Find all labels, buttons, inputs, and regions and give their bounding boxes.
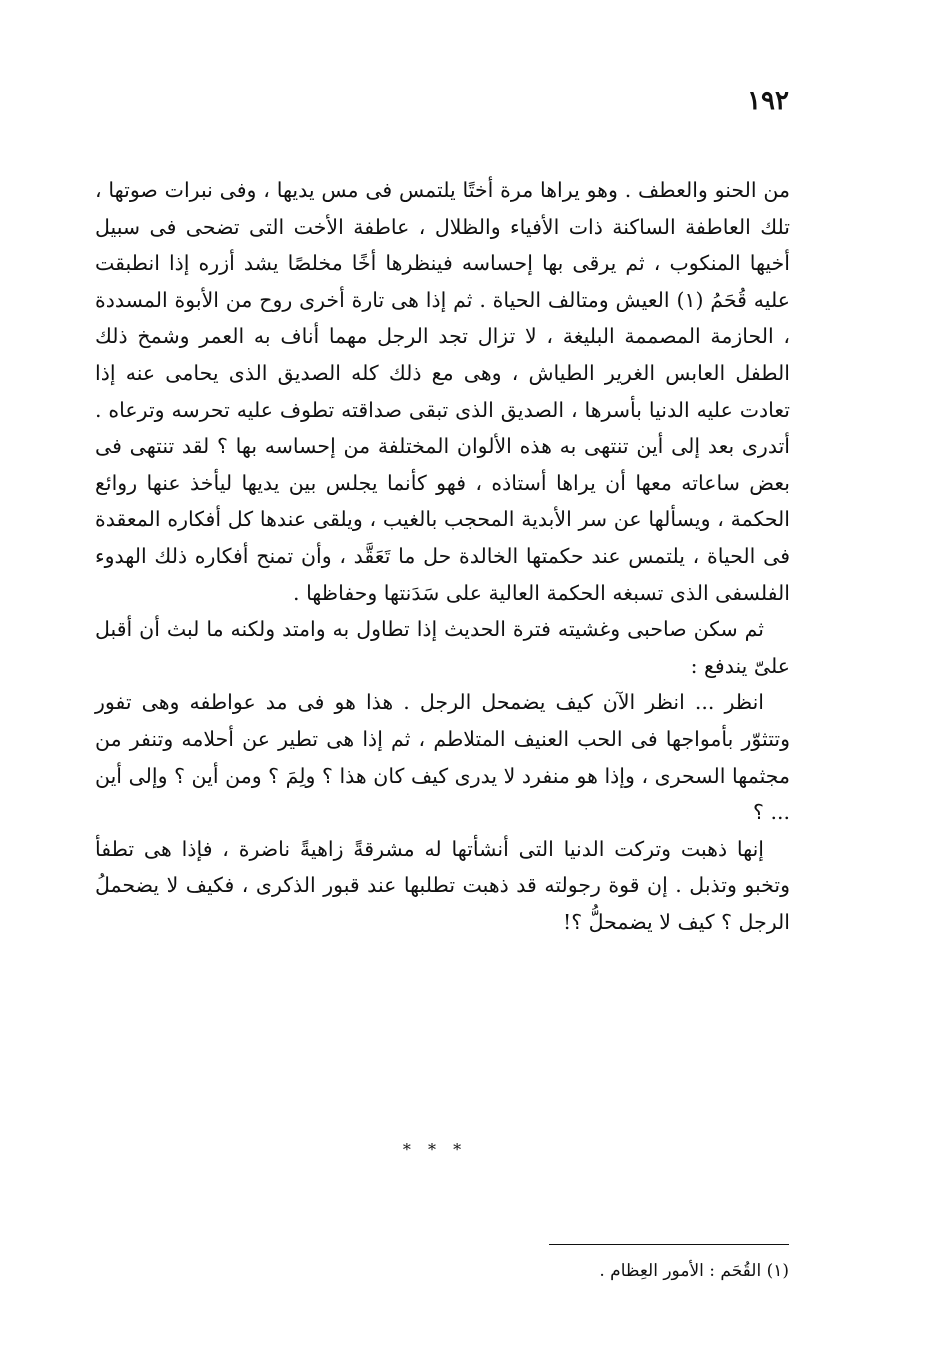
paragraph: إنها ذهبت وتركت الدنيا التى أنشأتها له مشرقةً زاهيةً ناضرة ، فإذا هى تطفأ وتخبو وتذبل . إن قوة رجولته قد ذهبت تطلبها عند قبور الذكرى ، فكيف لا يضحملُ الرجل ؟ كيف لا يضمحلُّ ؟! [95, 836, 790, 934]
paragraph: ثم سكن صاحبى وغشيته فترة الحديث إذا تطاول به وامتد ولكنه ما لبث أن أقبل علىّ يندفع : [95, 617, 790, 678]
paragraph: انظر ... انظر الآن كيف يضمحل الرجل . هذا هو فى مد عواطفه وهى تفور وتتثوّر بأمواجها فى الحب العنيف المتلاطم ، ثم إذا هى تطير عن أحلامه وتنفر من مجثمها السحرى ، وإذا هو منفرد لا يدرى كيف كان هذا ؟ ولِمَ ؟ ومن أين ؟ وإلى أين ... ؟ [95, 690, 790, 825]
footnote-divider [549, 1244, 789, 1245]
main-text-body [95, 172, 790, 940]
section-separator: * * * [402, 1140, 468, 1159]
paragraph: من الحنو والعطف . وهو يراها مرة أختًا يلتمس فى مس يديها ، وفى نبرات صوتها ، تلك العاطفة الساكنة ذات الأفياء والظلال ، عاطفة الأخت التى تضحى فى سبيل أخيها المنكوب ، ثم يرقى بها إحساسه فينظرها أخًا مخلصًا يشد أزره إذا انطبقت عليه قُحَمُ (١) العيش ومتالف الحياة . ثم إذا هى تارة أخرى روح من الأبوة المسددة ، الحازمة المصممة البليغة ، لا تزال تجد الرجل مهما أناف به العمر وشمخ ذلك الطفل العابس الغرير الطياش ، وهى مع ذلك كله الصديق الذى يحامى عنه إذا تعادت عليه الدنيا بأسرها ، الصديق الذى تبقى صداقته تطوف عليه تحرسه وترعاه . أتدرى بعد إلى أين تنتهى به هذه الألوان المختلفة من إحساسه بها ؟ لقد تنتهى فى بعض ساعاته معها أن يراها أستاذه ، فهو كأنما يجلس بين يديها ليأخذ عنها روائع الحكمة ، ويسألها عن سر الأبدية المحجب بالغيب ، ويلقى عندها كل أفكاره المعقدة فى الحياة ، يلتمس عند حكمتها الخالدة حل ما تَعَقَّد ، وأن تمنح أفكاره ذلك الهدوء الفلسفى الذى تسبغه الحكمة العالية على سَدَنتها وحفاظها . [95, 178, 791, 605]
footnote: (١) القُحَم : الأمور العِظام . [599, 1261, 789, 1281]
page-number: ١٩٢ [747, 86, 789, 116]
